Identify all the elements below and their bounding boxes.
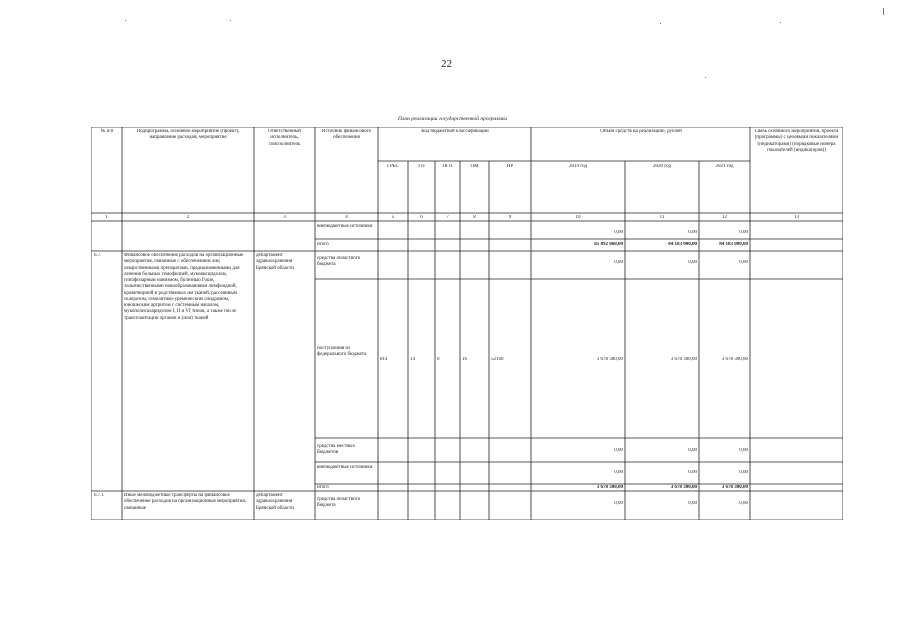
table-grid-lines [91, 127, 843, 520]
amount-2020: 3 678 300,00 [670, 485, 697, 490]
col-number: 4 [345, 215, 348, 220]
col-number: 1 [105, 215, 108, 220]
amount-2020: 3 678 300,00 [670, 357, 697, 362]
measure-description: Иные межбюджетные трансферты на финансовое обеспечение расходов на организационные мероприятия, связанные [124, 493, 246, 511]
document-title: План реализации государственной программы [398, 116, 508, 122]
col-number: 5 [391, 215, 395, 220]
amount-2021: 0,00 [739, 470, 748, 475]
source-cell: внебюджетные источники [317, 465, 373, 470]
row-number: 6.7. [94, 253, 102, 258]
col-number: 8 [473, 215, 476, 220]
row-number: 6.7.1 [94, 493, 104, 498]
col-number: 11 [659, 215, 665, 220]
header-budget-code: Код бюджетной классификации [421, 129, 489, 134]
amount-2019: 0,00 [614, 260, 623, 265]
col-number: 2 [186, 215, 190, 220]
amount-2020: 0,00 [688, 501, 697, 506]
executor-cell: департамент здравоохранения Брянской области [256, 253, 294, 271]
code-nr: 52160 [491, 357, 504, 362]
amount-2019: 0,00 [614, 230, 623, 235]
col-number: 7 [446, 215, 449, 220]
code-om: 16 [462, 357, 467, 362]
amount-2019: 3 678 300,00 [596, 485, 623, 490]
amount-2019: 0,00 [614, 470, 623, 475]
header-2019: 2019 год [568, 164, 588, 169]
amount-2021: 3 678 300,00 [721, 485, 748, 490]
amount-2020: 0,00 [688, 470, 697, 475]
executor-cell: департамент здравоохранения Брянской области [256, 493, 294, 511]
col-number: 10 [575, 215, 581, 220]
header-grbs: ГРБС [387, 164, 399, 169]
header-pgp: ПГП [442, 164, 453, 169]
amount-2021: 84 183 000,00 [719, 242, 748, 247]
header-subprogram: Подпрограмма, основное мероприятие (проект), направление расходов, мероприятие [136, 129, 240, 141]
source-cell: внебюджетные источники [317, 224, 373, 229]
header-executor: Ответственный исполнитель, соисполнитель [268, 129, 301, 147]
header-2020: 2020 год [652, 164, 672, 169]
header-nr: НР [506, 164, 514, 169]
col-number: 9 [508, 215, 512, 220]
source-cell: средства областного бюджета [317, 256, 361, 268]
source-cell: итого [317, 242, 329, 247]
page-number: 22 [441, 58, 452, 70]
code-pgp: 0 [437, 357, 440, 362]
amount-2019: 0,00 [614, 501, 623, 506]
amount-2021: 3 678 300,00 [721, 357, 748, 362]
amount-2019: 85 892 860,00 [594, 242, 623, 247]
source-cell: итого [317, 485, 329, 490]
header-source: Источник финансового обеспечения [321, 129, 372, 141]
code-grbs: 814 [380, 357, 388, 362]
col-number: 13 [794, 215, 799, 220]
amount-2019: 0,00 [614, 448, 623, 453]
amount-2021: 0,00 [739, 260, 748, 265]
amount-2020: 0,00 [688, 260, 697, 265]
amount-2020: 84 183 000,00 [668, 242, 697, 247]
source-cell: средства областного бюджета [317, 497, 361, 509]
measure-description: Финансовое обеспечение расходов на организационные мероприятия, связанные с обеспечением лиц лекарственными препаратами, предназначенными для лечения больных гемофилией, муковисцидозом, гипофизарным нанизмом, болезнью Гоше, злокачественными новообразованиями лимфоидной, кроветворной и родственных им тканей, рассеянным склерозом, гемолитико-уремическим синдромом, юношеским артритом с системным началом, мукополисахаридозом I, II и VI типов, а также после трансплантации органов и (или) тканей [124, 253, 244, 321]
amount-2021: 0,00 [739, 230, 748, 235]
amount-2021: 0,00 [739, 501, 748, 506]
header-om: ОМ [470, 164, 479, 169]
source-cell: поступления из федерального бюджета [317, 346, 367, 358]
amount-2019: 3 678 300,00 [596, 357, 623, 362]
header-num: № п/п [100, 129, 114, 134]
amount-2021: 0,00 [739, 448, 748, 453]
col-number: 12 [722, 215, 727, 220]
header-gp: ГП [418, 164, 425, 169]
col-number: 3 [283, 215, 286, 220]
header-2021: 2021 год [715, 164, 734, 169]
source-cell: средства местных бюджетов [317, 444, 356, 456]
code-gp: 14 [410, 357, 415, 362]
header-indicator-link: Связь основного мероприятия, проекта (программы) с целевыми показателями (индикаторами) (порядковые номера показателей (индикаторов)) [754, 129, 839, 153]
col-number: 6 [420, 215, 423, 220]
amount-2020: 0,00 [688, 230, 697, 235]
amount-2020: 0,00 [688, 448, 697, 453]
header-volume: Объем средств на реализацию, рублей [600, 129, 682, 134]
